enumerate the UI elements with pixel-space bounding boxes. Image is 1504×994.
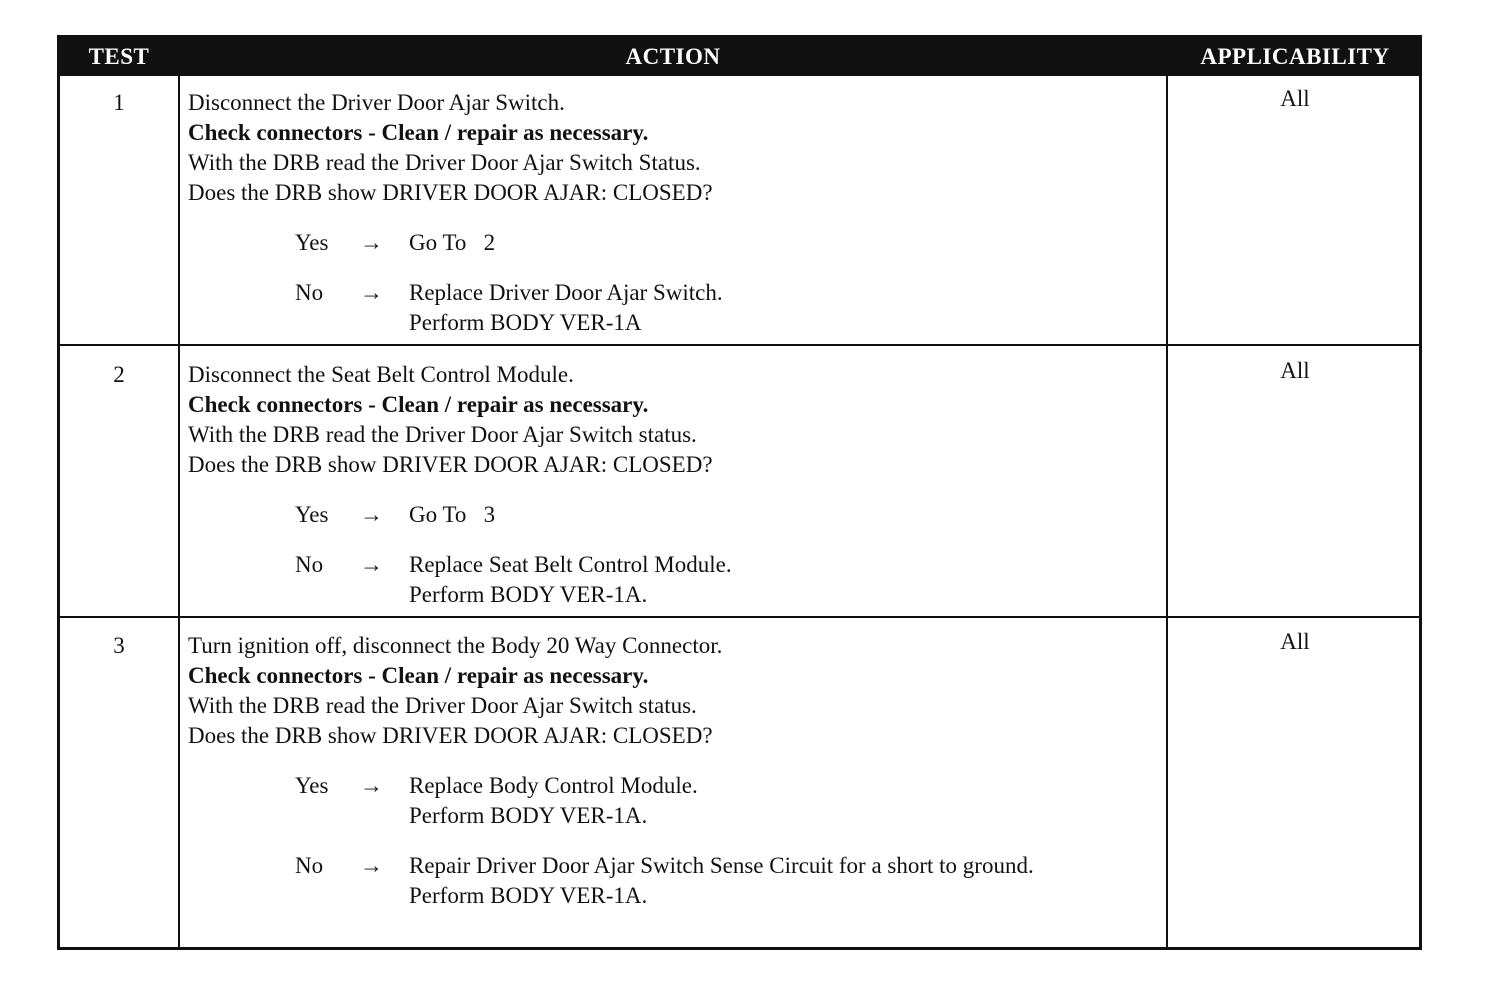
branch-no: [188, 278, 1166, 338]
action-step: With the DRB read the Driver Door Ajar Switch status.: [188, 422, 697, 447]
row-divider-1: [60, 344, 1419, 346]
result-line: Perform BODY VER-1A.: [409, 582, 648, 607]
applicability-value: All: [1280, 358, 1310, 383]
result-line: Repair Driver Door Ajar Switch Sense Circuit for a short to ground.: [409, 853, 1034, 878]
action-question: Does the DRB show DRIVER DOOR AJAR: CLOSED?: [188, 723, 713, 748]
action-step-bold: Check connectors - Clean / repair as necessary.: [188, 392, 649, 417]
arrow-icon: →: [360, 853, 383, 878]
arrow-icon: →: [360, 502, 383, 527]
answer-no: No: [295, 280, 324, 305]
test-action: [180, 88, 1166, 338]
result-line: Replace Driver Door Ajar Switch.: [409, 280, 723, 305]
arrow-icon: →: [360, 230, 383, 255]
action-step: Disconnect the Driver Door Ajar Switch.: [188, 90, 565, 115]
arrow-icon: →: [360, 552, 383, 577]
answer-yes: Yes: [295, 230, 329, 255]
answer-yes: Yes: [295, 773, 329, 798]
branch-result: [409, 851, 1158, 911]
branch-result: [409, 500, 1158, 530]
test-number: 1: [113, 90, 125, 115]
answer-no: No: [295, 552, 324, 577]
action-step: Turn ignition off, disconnect the Body 20 Way Connector.: [188, 633, 723, 658]
action-question: Does the DRB show DRIVER DOOR AJAR: CLOSED?: [188, 180, 713, 205]
result-line: Perform BODY VER-1A: [409, 310, 642, 335]
branch-yes: [188, 500, 1166, 530]
row-divider-2: [60, 616, 1419, 618]
test-number: 2: [113, 362, 125, 387]
action-step: With the DRB read the Driver Door Ajar Switch status.: [188, 693, 697, 718]
result-line: Perform BODY VER-1A.: [409, 803, 648, 828]
test-action: [180, 631, 1166, 911]
branch-no: [188, 851, 1166, 911]
result-line: Go To 3: [409, 502, 496, 527]
branch-yes: [188, 771, 1166, 831]
arrow-icon: →: [360, 280, 383, 305]
action-step-bold: Check connectors - Clean / repair as necessary.: [188, 120, 649, 145]
branch-yes: [188, 228, 1166, 258]
branch-result: [409, 278, 1158, 338]
table-header: [60, 38, 1419, 76]
result-line: Replace Body Control Module.: [409, 773, 698, 798]
result-line: Perform BODY VER-1A.: [409, 883, 648, 908]
answer-no: No: [295, 853, 324, 878]
action-step-bold: Check connectors - Clean / repair as necessary.: [188, 663, 649, 688]
branch-result: [409, 550, 1158, 610]
action-question: Does the DRB show DRIVER DOOR AJAR: CLOSED?: [188, 452, 713, 477]
header-test: TEST: [88, 44, 150, 69]
result-line: Go To 2: [409, 230, 496, 255]
test-number: 3: [113, 633, 125, 658]
arrow-icon: →: [360, 773, 383, 798]
applicability-value: All: [1280, 86, 1310, 111]
branch-result: [409, 228, 1158, 258]
action-step: Disconnect the Seat Belt Control Module.: [188, 362, 574, 387]
test-action: [180, 360, 1166, 610]
action-step: With the DRB read the Driver Door Ajar Switch Status.: [188, 150, 701, 175]
branch-no: [188, 550, 1166, 610]
header-applicability: APPLICABILITY: [1200, 44, 1390, 69]
result-line: Replace Seat Belt Control Module.: [409, 552, 732, 577]
answer-yes: Yes: [295, 502, 329, 527]
header-action: ACTION: [625, 44, 721, 69]
column-divider-action: [1166, 76, 1168, 947]
diagnostic-test-table: [57, 35, 1422, 950]
applicability-value: All: [1280, 629, 1310, 654]
branch-result: [409, 771, 1158, 831]
